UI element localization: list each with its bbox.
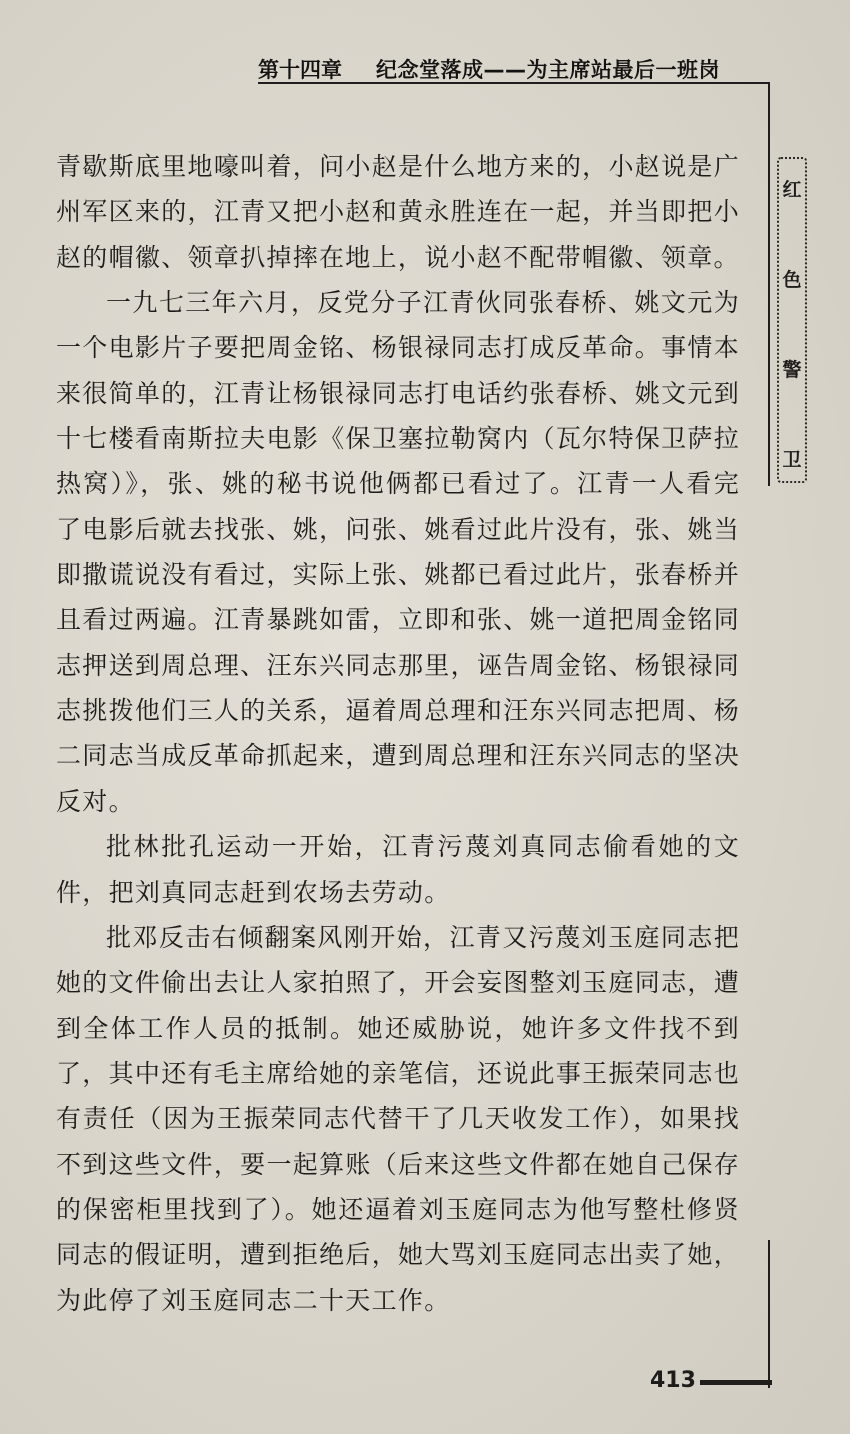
body-text <box>56 144 740 1323</box>
running-header <box>258 54 758 84</box>
paragraph: 青歇斯底里地嚎叫着，问小赵是什么地方来的，小赵说是广州军区来的，江青又把小赵和黄永胜连在一起，并当即把小赵的帽徽、领章扒掉摔在地上，说小赵不配带帽徽、领章。 <box>56 152 740 272</box>
side-tab-char: 卫 <box>782 449 802 471</box>
margin-rule-upper <box>768 82 770 486</box>
chapter-title: 纪念堂落成——为主席站最后一班岗 <box>376 58 720 82</box>
paragraph: 批林批孔运动一开始，江青污蔑刘真同志偷看她的文件，把刘真同志赶到农场去劳动。 <box>56 832 740 907</box>
margin-rule-lower <box>768 1240 770 1388</box>
paragraph: 批邓反击右倾翻案风刚开始，江青又污蔑刘玉庭同志把她的文件偷出去让人家拍照了，开会妄图整刘玉庭同志，遭到全体工作人员的抵制。她还威胁说，她许多文件找不到了，其中还有毛主席给她的亲笔信，还说此事王振荣同志也有责任（因为王振荣同志代替干了几天收发工作），如果找不到这些文件，要一起算账（后来这些文件都在她自己保存的保密柜里找到了）。她还逼着刘玉庭同志为他写整杜修贤同志的假证明，遭到拒绝后，她大骂刘玉庭同志出卖了她，为此停了刘玉庭同志二十天工作。 <box>56 922 740 1315</box>
side-tab-char: 红 <box>782 179 802 201</box>
page-number: 413 <box>650 1368 696 1393</box>
side-tab-char: 色 <box>782 269 802 291</box>
footer-rule <box>700 1380 772 1385</box>
side-tab-char: 警 <box>782 359 802 381</box>
chapter-number: 第十四章 <box>258 58 342 82</box>
series-side-tab <box>777 157 807 483</box>
paragraph: 一九七三年六月，反党分子江青伙同张春桥、姚文元为一个电影片子要把周金铭、杨银禄同志打成反革命。事情本来很简单的，江青让杨银禄同志打电话约张春桥、姚文元到十七楼看南斯拉夫电影《保卫塞拉勒窝内（瓦尔特保卫萨拉热窝）》，张、姚的秘书说他俩都已看过了。江青一人看完了电影后就去找张、姚，问张、姚看过此片没有，张、姚当即撒谎说没有看过，实际上张、姚都已看过此片，张春桥并且看过两遍。江青暴跳如雷，立即和张、姚一道把周金铭同志押送到周总理、汪东兴同志那里，诬告周金铭、杨银禄同志挑拨他们三人的关系，逼着周总理和汪东兴同志把周、杨二同志当成反革命抓起来，遭到周总理和汪东兴同志的坚决反对。 <box>56 288 740 816</box>
header-rule <box>258 82 770 84</box>
